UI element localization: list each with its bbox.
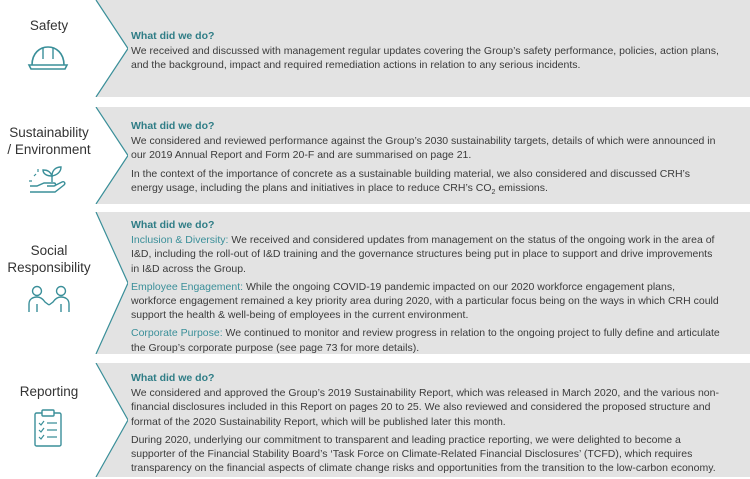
people-icon bbox=[26, 284, 72, 314]
paragraph: We received and discussed with management regular updates covering the Group’s safety performance, policies, action plans, and the background, impact and required remediation actions in relation to any serious incidents. bbox=[131, 45, 719, 72]
row-label-line1: Social bbox=[30, 243, 68, 258]
chevron-arrow-shape bbox=[0, 212, 128, 354]
topic-tag: Corporate Purpose: bbox=[131, 327, 223, 340]
section-heading: What did we do? bbox=[131, 372, 215, 384]
row-content bbox=[131, 218, 721, 359]
paragraph bbox=[131, 233, 721, 276]
paragraph bbox=[131, 326, 721, 354]
row-label-line1: Sustainability bbox=[9, 125, 89, 140]
row-label: Reporting bbox=[19, 384, 79, 399]
paragraph-text-end: emissions. bbox=[495, 181, 548, 194]
hand-plant-icon bbox=[28, 162, 68, 196]
paragraph: We considered and approved the Group’s 2019 Sustainability Report, which was released in March 2020, and the various non-financial disclosures included in this Report on pages 20 to 25. We also reviewed and considered the proposed structure and format of the 2020 Sustainability Report, which will be published later this month. bbox=[131, 387, 719, 428]
row-social-responsibility bbox=[0, 212, 750, 354]
topic-tag: Inclusion & Diversity: bbox=[131, 234, 229, 247]
topic-tag: Employee Engagement: bbox=[131, 280, 244, 293]
row-content bbox=[131, 119, 721, 199]
section-heading: What did we do? bbox=[131, 120, 215, 132]
paragraph: During 2020, underlying our commitment to transparent and leading practice reporting, we were delighted to become a supporter of the Financial Stability Board’s ‘Task Force on Climate-Related Financial Disclosures’ (TCFD), which requires transparency on the financial aspects of climate change risks and opportunities from the transition to the low-carbon economy. bbox=[131, 433, 716, 475]
paragraph bbox=[131, 280, 721, 323]
subscript-text: 2 bbox=[491, 188, 496, 196]
paragraph: We considered and reviewed performance against the Group’s 2030 sustainability targets, details of which were announced in our 2019 Annual Report and Form 20-F and are summarised on page 21. bbox=[131, 135, 716, 162]
row-label: Safety bbox=[29, 18, 69, 33]
section-heading: What did we do? bbox=[131, 219, 215, 231]
hard-hat-icon bbox=[26, 41, 70, 73]
chevron-arrow-shape bbox=[0, 363, 128, 477]
paragraph-text: In the context of the importance of concrete as a sustainable building material, we also considered and discussed CRH’s energy usage, including the plans and initiatives in place to reduce CRH’s CO bbox=[131, 167, 690, 194]
paragraph-text: We continued to monitor and review progress in relation to the ongoing project to fully define and articulate the Group’s corporate purpose (see page 73 for more details). bbox=[131, 327, 720, 354]
paragraph-text: While the ongoing COVID-19 pandemic impacted on our 2020 workforce engagement plans, workforce engagement remained a key priority area during 2020, with a particular focus being on the ways in which CRH could support the health & well-being of employees in the current environment. bbox=[131, 280, 719, 322]
section-heading: What did we do? bbox=[131, 30, 215, 42]
row-label bbox=[0, 124, 98, 158]
row-reporting bbox=[0, 363, 750, 477]
row-sustainability bbox=[0, 107, 750, 204]
clipboard-checklist-icon bbox=[32, 408, 64, 448]
row-safety bbox=[0, 0, 750, 97]
row-label bbox=[0, 242, 98, 276]
row-label-line2: / Environment bbox=[7, 142, 91, 157]
row-content bbox=[131, 371, 721, 479]
paragraph-text: We received and considered updates from management on the status of the ongoing work in the area of I&D, including the roll-out of I&D training and the governance structures being put in place to support and drive improvements in I&D across the Group. bbox=[131, 234, 715, 275]
row-label-line2: Responsibility bbox=[7, 260, 91, 275]
row-content bbox=[131, 29, 721, 77]
paragraph bbox=[131, 167, 721, 195]
